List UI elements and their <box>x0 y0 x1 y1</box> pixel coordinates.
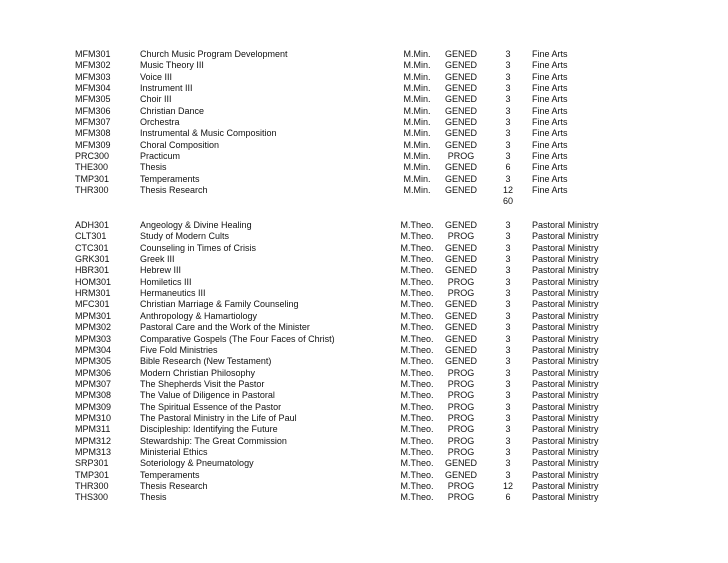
course-title: Comparative Gospels (The Four Faces of Christ) <box>140 333 335 344</box>
table-row <box>0 491 728 503</box>
course-title: Greek III <box>140 254 175 265</box>
degree: M.Theo. <box>400 435 434 446</box>
table-row <box>0 116 728 128</box>
course-title: Ministerial Ethics <box>140 447 208 457</box>
table-row <box>0 93 728 105</box>
credits: 3 <box>505 469 511 480</box>
course-type: GENED <box>444 333 477 344</box>
course-code: MPM313 <box>75 447 112 457</box>
table-row <box>0 378 728 390</box>
credits: 3 <box>505 378 511 389</box>
table-row <box>0 321 728 333</box>
course-title: Discipleship: Identifying the Future <box>140 424 278 435</box>
course-type: PROG <box>447 424 475 435</box>
degree: M.Theo. <box>400 310 434 321</box>
course-title: Thesis <box>140 492 167 503</box>
course-title: Five Fold Ministries <box>140 344 218 355</box>
course-type: PROG <box>447 481 475 492</box>
course-code: MFM301 <box>75 49 111 59</box>
course-code: MPM307 <box>75 378 112 389</box>
course-title: Christian Marriage & Family Counseling <box>140 299 299 310</box>
table-row <box>0 253 728 265</box>
department: Fine Arts <box>532 94 568 105</box>
table-row <box>0 71 728 83</box>
course-type: GENED <box>444 299 477 310</box>
department: Pastoral Ministry <box>532 265 599 276</box>
course-code: MFM304 <box>75 82 111 93</box>
credits: 3 <box>505 344 511 355</box>
table-row <box>0 105 728 117</box>
course-title: Practicum <box>140 150 181 161</box>
credits: 3 <box>505 401 511 412</box>
course-type: PROG <box>447 367 475 378</box>
degree: M.Theo. <box>400 401 434 412</box>
table-row <box>0 184 728 196</box>
table-row <box>0 276 728 288</box>
course-code: MPM312 <box>75 435 112 446</box>
department: Fine Arts <box>532 184 568 195</box>
department: Pastoral Ministry <box>532 424 599 435</box>
course-title: Homiletics III <box>140 276 192 287</box>
course-title: Thesis <box>140 162 167 173</box>
course-type: GENED <box>444 184 477 195</box>
degree: M.Theo. <box>400 378 434 389</box>
department: Pastoral Ministry <box>532 220 599 230</box>
course-title: Counseling in Times of Crisis <box>140 242 257 253</box>
table-row <box>0 469 728 481</box>
course-code: MFM309 <box>75 139 111 150</box>
course-title: Hebrew III <box>140 265 182 276</box>
credits: 6 <box>505 162 511 173</box>
course-code: MPM303 <box>75 333 112 344</box>
degree: M.Min. <box>403 49 431 59</box>
department: Pastoral Ministry <box>532 333 599 344</box>
table-row <box>0 287 728 299</box>
credits: 3 <box>505 390 511 401</box>
department: Pastoral Ministry <box>532 299 599 310</box>
credits: 3 <box>505 94 511 105</box>
department: Pastoral Ministry <box>532 288 599 299</box>
course-code: HBR301 <box>75 265 110 276</box>
course-type: GENED <box>444 82 477 93</box>
credits: 3 <box>505 333 511 344</box>
course-code: ADH301 <box>75 220 110 230</box>
degree: M.Theo. <box>400 333 434 344</box>
department: Pastoral Ministry <box>532 390 599 401</box>
course-type: GENED <box>444 71 477 82</box>
course-code: PRC300 <box>75 150 110 161</box>
course-type: PROG <box>447 412 475 423</box>
department: Fine Arts <box>532 60 568 71</box>
course-title: Music Theory III <box>140 60 204 71</box>
credits: 3 <box>505 242 511 253</box>
degree: M.Theo. <box>400 390 434 401</box>
credits: 3 <box>505 105 511 116</box>
credits: 3 <box>505 322 511 333</box>
credits: 3 <box>505 60 511 71</box>
course-type: GENED <box>444 458 477 469</box>
degree: M.Theo. <box>400 220 434 230</box>
department: Fine Arts <box>532 71 568 82</box>
course-code: MPM304 <box>75 344 112 355</box>
course-code: THR300 <box>75 184 109 195</box>
course-title: The Spiritual Essence of the Pastor <box>140 401 282 412</box>
degree: M.Min. <box>403 184 431 195</box>
table-row <box>0 264 728 276</box>
course-code: MPM302 <box>75 322 112 333</box>
course-type: GENED <box>444 116 477 127</box>
table-row <box>0 355 728 367</box>
degree: M.Theo. <box>400 299 434 310</box>
degree: M.Min. <box>403 139 431 150</box>
course-code: MPM301 <box>75 310 112 321</box>
table-row <box>0 480 728 492</box>
course-code: MPM306 <box>75 367 112 378</box>
department: Pastoral Ministry <box>532 447 599 457</box>
degree: M.Theo. <box>400 288 434 299</box>
course-code: MPM311 <box>75 424 111 435</box>
credits: 3 <box>505 231 511 242</box>
course-code: HRM301 <box>75 288 111 299</box>
degree: M.Min. <box>403 60 431 71</box>
degree: M.Theo. <box>400 424 434 435</box>
course-title: Bible Research (New Testament) <box>140 356 272 367</box>
degree: M.Min. <box>403 116 431 127</box>
credits: 3 <box>505 150 511 161</box>
course-title: Christian Dance <box>140 105 205 116</box>
degree: M.Min. <box>403 71 431 82</box>
credits: 12 <box>502 184 513 195</box>
course-type: GENED <box>444 173 477 184</box>
degree: M.Theo. <box>400 254 434 265</box>
table-row <box>0 219 728 231</box>
course-code: HOM301 <box>75 276 112 287</box>
credits: 3 <box>505 173 511 184</box>
table-row <box>0 435 728 447</box>
credits: 3 <box>505 299 511 310</box>
course-title: Pastoral Care and the Work of the Minister <box>140 322 310 333</box>
course-type: GENED <box>444 242 477 253</box>
table-row <box>0 127 728 139</box>
course-type: GENED <box>444 310 477 321</box>
credits: 3 <box>505 424 511 435</box>
degree: M.Min. <box>403 173 431 184</box>
course-code: MPM310 <box>75 412 112 423</box>
course-type: PROG <box>447 378 475 389</box>
department: Pastoral Ministry <box>532 378 599 389</box>
degree: M.Min. <box>403 128 431 139</box>
credits: 3 <box>505 276 511 287</box>
credits: 3 <box>505 458 511 469</box>
table-row <box>0 48 728 60</box>
credits: 3 <box>505 265 511 276</box>
course-code: MFM306 <box>75 105 111 116</box>
credits: 3 <box>505 128 511 139</box>
course-title: Soteriology & Pneumatology <box>140 458 254 469</box>
table-row <box>0 59 728 71</box>
course-code: THS300 <box>75 492 109 503</box>
table-row <box>0 446 728 458</box>
course-type: GENED <box>444 322 477 333</box>
course-type: PROG <box>447 390 475 401</box>
course-title: Temperaments <box>140 173 200 184</box>
course-title: Angeology & Divine Healing <box>140 220 252 230</box>
department: Pastoral Ministry <box>532 481 599 492</box>
credits: 3 <box>505 116 511 127</box>
course-type: PROG <box>447 435 475 446</box>
table-row <box>0 344 728 356</box>
course-title: Thesis Research <box>140 481 208 492</box>
course-code: MPM309 <box>75 401 112 412</box>
course-type: GENED <box>444 49 477 59</box>
table-row <box>0 310 728 322</box>
department: Fine Arts <box>532 105 568 116</box>
degree: M.Min. <box>403 162 431 173</box>
credits: 12 <box>502 481 513 492</box>
course-title: The Value of Diligence in Pastoral <box>140 390 275 401</box>
credits: 3 <box>505 139 511 150</box>
department: Fine Arts <box>532 173 568 184</box>
course-code: THR300 <box>75 481 109 492</box>
department: Fine Arts <box>532 139 568 150</box>
degree: M.Theo. <box>400 492 434 503</box>
table-row <box>0 139 728 151</box>
degree: M.Theo. <box>400 412 434 423</box>
degree: M.Theo. <box>400 458 434 469</box>
course-code: MFM307 <box>75 116 111 127</box>
course-code: MFM302 <box>75 60 111 71</box>
course-title: Choir III <box>140 94 172 105</box>
credits: 3 <box>505 447 511 457</box>
credits: 3 <box>505 254 511 265</box>
course-code: CTC301 <box>75 242 109 253</box>
department: Pastoral Ministry <box>532 435 599 446</box>
credits: 3 <box>505 367 511 378</box>
credits: 3 <box>505 71 511 82</box>
department: Fine Arts <box>532 128 568 139</box>
department: Pastoral Ministry <box>532 367 599 378</box>
credits: 3 <box>505 310 511 321</box>
degree: M.Theo. <box>400 242 434 253</box>
course-type: PROG <box>447 492 475 503</box>
table-row <box>0 457 728 469</box>
course-type: GENED <box>444 356 477 367</box>
course-code: THE300 <box>75 162 109 173</box>
table-row <box>0 423 728 435</box>
course-code: TMP301 <box>75 469 110 480</box>
course-title: The Pastoral Ministry in the Life of Paul <box>140 412 297 423</box>
department: Pastoral Ministry <box>532 458 599 469</box>
table-row <box>0 242 728 254</box>
course-type: GENED <box>444 128 477 139</box>
course-code: SRP301 <box>75 458 109 469</box>
degree: M.Min. <box>403 105 431 116</box>
course-type: GENED <box>444 254 477 265</box>
course-type: GENED <box>444 162 477 173</box>
department: Fine Arts <box>532 82 568 93</box>
course-title: Instrument III <box>140 82 193 93</box>
table-row <box>0 401 728 413</box>
course-code: MFC301 <box>75 299 110 310</box>
table-row <box>0 367 728 379</box>
department: Pastoral Ministry <box>532 401 599 412</box>
course-type: PROG <box>447 447 475 457</box>
department: Pastoral Ministry <box>532 231 599 242</box>
course-code: GRK301 <box>75 254 110 265</box>
course-code: MFM308 <box>75 128 111 139</box>
course-code: MFM303 <box>75 71 111 82</box>
course-code: MPM305 <box>75 356 112 367</box>
course-title: Study of Modern Cults <box>140 231 230 242</box>
department: Pastoral Ministry <box>532 242 599 253</box>
course-code: CLT301 <box>75 231 107 242</box>
course-type: PROG <box>447 276 475 287</box>
department: Pastoral Ministry <box>532 344 599 355</box>
degree: M.Min. <box>403 150 431 161</box>
course-title: The Shepherds Visit the Pastor <box>140 378 265 389</box>
department: Fine Arts <box>532 49 568 59</box>
degree: M.Theo. <box>400 265 434 276</box>
credits: 3 <box>505 220 511 230</box>
credits: 3 <box>505 288 511 299</box>
course-title: Orchestra <box>140 116 180 127</box>
course-code: MPM308 <box>75 390 112 401</box>
course-title: Choral Composition <box>140 139 220 150</box>
department: Fine Arts <box>532 162 568 173</box>
table-row <box>0 230 728 242</box>
course-title: Thesis Research <box>140 184 208 195</box>
degree: M.Theo. <box>400 322 434 333</box>
course-type: GENED <box>444 105 477 116</box>
degree: M.Theo. <box>400 447 434 457</box>
department: Pastoral Ministry <box>532 310 599 321</box>
table-row <box>0 173 728 185</box>
degree: M.Min. <box>403 82 431 93</box>
course-type: PROG <box>447 150 475 161</box>
degree: M.Theo. <box>400 344 434 355</box>
table-row <box>0 161 728 173</box>
table-row <box>0 412 728 424</box>
course-type: GENED <box>444 139 477 150</box>
department: Pastoral Ministry <box>532 469 599 480</box>
course-type: PROG <box>447 231 475 242</box>
table-row <box>0 150 728 162</box>
course-title: Temperaments <box>140 469 200 480</box>
credits: 3 <box>505 356 511 367</box>
course-type: PROG <box>447 288 475 299</box>
course-type: GENED <box>444 469 477 480</box>
course-type: PROG <box>447 401 475 412</box>
table-row <box>0 298 728 310</box>
degree: M.Theo. <box>400 481 434 492</box>
department: Pastoral Ministry <box>532 412 599 423</box>
course-code: MFM305 <box>75 94 111 105</box>
credits: 3 <box>505 82 511 93</box>
department: Pastoral Ministry <box>532 276 599 287</box>
table-row <box>0 82 728 94</box>
course-type: GENED <box>444 344 477 355</box>
department: Fine Arts <box>532 116 568 127</box>
credits: 3 <box>505 49 511 59</box>
course-title: Stewardship: The Great Commission <box>140 435 287 446</box>
degree: M.Min. <box>403 94 431 105</box>
course-title: Modern Christian Philosophy <box>140 367 256 378</box>
department: Pastoral Ministry <box>532 356 599 367</box>
course-type: GENED <box>444 265 477 276</box>
course-title: Church Music Program Development <box>140 49 288 59</box>
table-row <box>0 389 728 401</box>
course-type: GENED <box>444 94 477 105</box>
degree: M.Theo. <box>400 469 434 480</box>
credits: 3 <box>505 435 511 446</box>
table-row <box>0 333 728 345</box>
course-title: Instrumental & Music Composition <box>140 128 277 139</box>
course-title: Anthropology & Hamartiology <box>140 310 258 321</box>
department: Pastoral Ministry <box>532 254 599 265</box>
credits-total: 60 <box>502 196 513 207</box>
degree: M.Theo. <box>400 276 434 287</box>
degree: M.Theo. <box>400 356 434 367</box>
course-type: GENED <box>444 60 477 71</box>
credits: 6 <box>505 492 511 503</box>
credits: 3 <box>505 412 511 423</box>
department: Pastoral Ministry <box>532 322 599 333</box>
degree: M.Theo. <box>400 231 434 242</box>
course-title: Voice III <box>140 71 173 82</box>
course-title: Hermaneutics III <box>140 288 206 299</box>
degree: M.Theo. <box>400 367 434 378</box>
department: Pastoral Ministry <box>532 492 599 503</box>
course-type: GENED <box>444 220 477 230</box>
department: Fine Arts <box>532 150 568 161</box>
course-code: TMP301 <box>75 173 110 184</box>
